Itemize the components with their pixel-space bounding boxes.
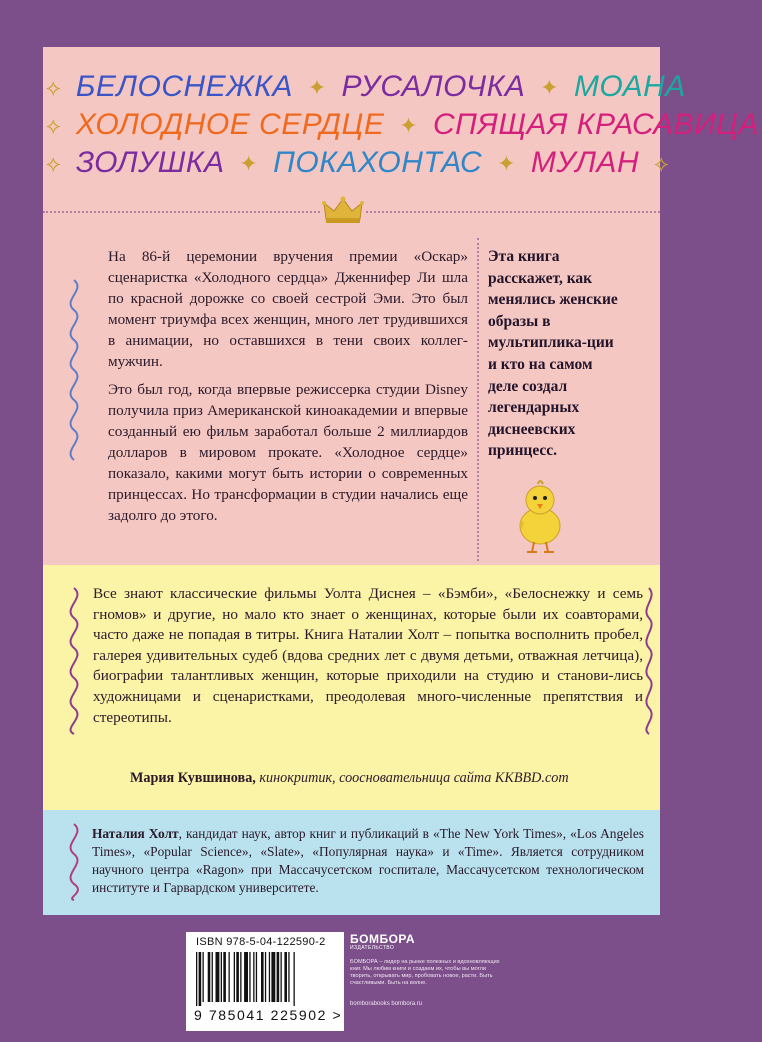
barcode-bar	[234, 952, 235, 1002]
publisher-block	[350, 932, 500, 1031]
ornament-icon: ⟡	[653, 151, 669, 177]
review-quote	[93, 584, 643, 728]
squiggle-ornament-icon	[62, 586, 86, 736]
ornament-icon: ✦	[540, 75, 560, 101]
barcode-bar	[288, 952, 289, 1002]
title-mermaid: РУСАЛОЧКА	[341, 70, 526, 103]
barcode-bar	[212, 952, 213, 1002]
title-line-1	[43, 70, 686, 104]
barcode-bar	[240, 952, 241, 1002]
barcode-icon	[194, 952, 336, 1006]
isbn-label: ISBN 978-5-04-122590-2	[196, 936, 326, 948]
barcode-bar	[216, 952, 220, 1002]
author-name: Наталия Холт	[92, 826, 179, 841]
vertical-dotted-divider	[477, 238, 479, 561]
intro-text	[108, 246, 468, 533]
reviewer-name: Мария Кувшинова,	[130, 770, 256, 786]
ornament-icon: ✦	[239, 151, 259, 177]
barcode-bar	[261, 952, 264, 1002]
barcode-bar	[249, 952, 250, 1002]
squiggle-ornament-icon	[62, 822, 86, 902]
barcode-bar	[199, 952, 202, 1006]
barcode-bar	[221, 952, 222, 1002]
barcode-bar	[284, 952, 287, 1002]
barcode-bar	[253, 952, 254, 1002]
barcode-bar	[269, 952, 270, 1002]
barcode-bar	[277, 952, 280, 1002]
publisher-links: bomborabooks bombora.ru	[350, 1001, 423, 1007]
barcode-bar	[236, 952, 239, 1002]
title-sleeping-beauty: СПЯЩАЯ КРАСАВИЦА	[432, 108, 759, 141]
title-moana: МОАНА	[573, 70, 686, 103]
sidebar-blurb: Эта книга расскажет, как менялись женские образы в мультиплика-ции и кто на самом деле создал легендарных диснеевских принцесс.	[488, 248, 618, 460]
barcode-digits: 9 785041 225902 >	[194, 1007, 343, 1023]
title-mulan: МУЛАН	[530, 146, 640, 179]
barcode-bar	[281, 952, 282, 1002]
author-bio-text: , кандидат наук, автор книг и публикаций в «The New York Times», «Los Angeles Times», «Popular Science», «Slate», «Популярная наука» и «Time». Является сотрудником научного центра «Ragon» при Массачусетском госпитале, Массачусетском технологическом институте и Гарвардском университете.	[92, 826, 644, 895]
chick-illustration	[510, 478, 572, 556]
publisher-description: БОМБОРА – лидер на рынке полезных и вдохновляющих книг. Мы любим книги и создаем их, чтобы вы могли творить, открывать мир, пробовать новое, расти. Быть счастливыми. Быть на волне.	[350, 959, 500, 986]
title-line-3	[43, 146, 669, 180]
ornament-icon: ⟡	[46, 75, 62, 101]
squiggle-ornament-icon	[62, 278, 86, 468]
intro-paragraph-2: Это был год, когда впервые режиссерка студии Disney получила приз Американской киноакадемии и впервые созданный ею фильм заработал больше 2 миллиардов долларов в мировом прокате. «Холодное сердце» показало, какими могут быть истории о современных принцессах. Но трансформации в студии начались еще задолго до этого.	[108, 381, 468, 524]
title-cinderella: ЗОЛУШКА	[75, 146, 225, 179]
publisher-subtitle: ИЗДАТЕЛЬСТВО	[350, 945, 395, 951]
review-text: Все знают классические фильмы Уолта Диснея – «Бэмби», «Белоснежку и семь гномов» и другие, но мало кто знает о женщинах, которые были их соавторами, часто даже не попадая в титры. Книга Наталии Холт – попытка восполнить пробел, галерея удивительных судеб (вдова средних лет с двумя детьми, отважная летчица), биографии талантливых женщин, которые приходили на студию и станови-лись художницами и сценаристками, преодолевая много-численные препятствия и стереотипы.	[93, 585, 643, 726]
ornament-icon: ✦	[399, 113, 419, 139]
barcode-bar	[271, 952, 275, 1002]
ornament-icon: ✦	[497, 151, 517, 177]
publisher-logo: БОМБОРА	[350, 932, 416, 946]
intro-paragraph-1: На 86-й церемонии вручения премии «Оскар» сценаристка «Холодного сердца» Дженнифер Ли шла по красной дорожке со своей сестрой Эми. Это был момент триумфа всех женщин, много лет трудившихся в анимации, но оставшихся в тени своих коллег-мужчин.	[108, 248, 468, 370]
author-bio	[92, 825, 644, 897]
barcode-bar	[244, 952, 248, 1002]
review-signature	[130, 770, 569, 787]
barcode-bar	[203, 952, 204, 1002]
barcode-bar	[265, 952, 266, 1002]
title-snow-white: БЕЛОСНЕЖКА	[75, 70, 293, 103]
title-frozen: ХОЛОДНОЕ СЕРДЦЕ	[75, 108, 385, 141]
barcode-bar	[229, 952, 230, 1002]
barcode-bar	[208, 952, 211, 1002]
ornament-icon: ✦	[307, 75, 327, 101]
crown-icon	[320, 195, 366, 227]
barcode-bar	[223, 952, 226, 1002]
ornament-icon: ⟡	[46, 151, 62, 177]
reviewer-role: кинокритик, соосновательница сайта KKBBD.com	[255, 770, 569, 786]
barcode-bar	[294, 952, 295, 1006]
ornament-icon: ⟡	[46, 113, 62, 139]
barcode-bar	[256, 952, 257, 1002]
barcode-bar	[196, 952, 197, 1006]
title-pocahontas: ПОКАХОНТАС	[273, 146, 483, 179]
title-line-2	[43, 108, 759, 142]
